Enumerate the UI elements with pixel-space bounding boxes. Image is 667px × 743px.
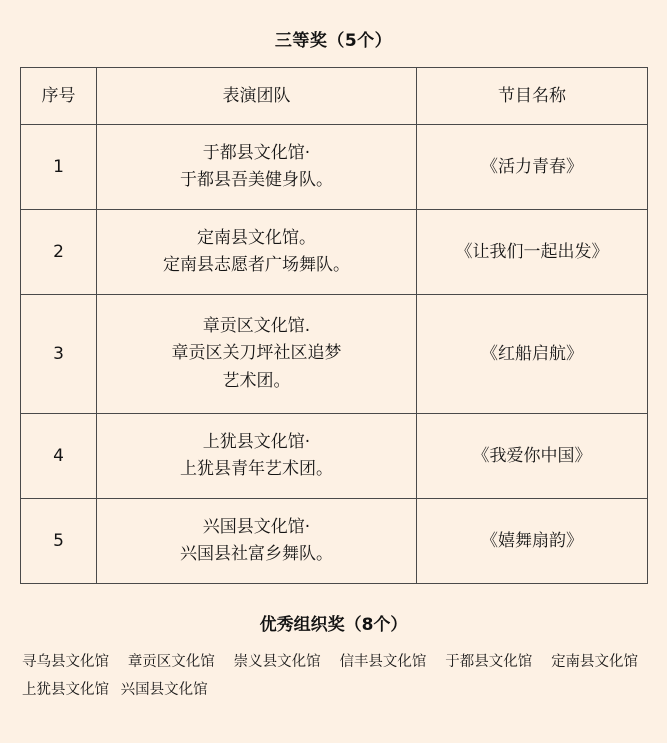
- table-header-row: [21, 68, 648, 125]
- team-line: 艺术团。: [222, 370, 291, 391]
- table-row: [21, 499, 648, 584]
- list-item: 于都县文化馆: [445, 654, 533, 670]
- cell-program: 《我爱你中国》: [417, 414, 648, 499]
- list-item: 兴国县文化馆: [120, 681, 208, 698]
- section-subtitle: 优秀组织奖（8个）: [259, 615, 408, 635]
- team-line: 于都县吾美健身队。: [180, 170, 333, 190]
- cell-team: [97, 210, 417, 295]
- team-line: 上犹县文化馆·: [202, 431, 311, 452]
- list-item: 寻乌县文化馆: [22, 654, 109, 670]
- awards-table: [20, 67, 648, 584]
- team-line: 兴国县文化馆·: [202, 516, 311, 537]
- team-line: 于都县文化馆·: [202, 142, 311, 163]
- table-row: [21, 414, 648, 499]
- team-line: 定南县文化馆。: [197, 227, 316, 248]
- cell-no: 5: [21, 499, 97, 584]
- list-item: 定南县文化馆: [551, 654, 639, 670]
- table-row: [21, 295, 648, 414]
- cell-team: [97, 295, 417, 414]
- team-line: 章贡区文化馆.: [202, 316, 311, 337]
- cell-no: 1: [21, 125, 97, 210]
- table-row: [21, 125, 648, 210]
- column-header-program: 节目名称: [417, 68, 648, 125]
- page-title: 三等奖（5个）: [274, 31, 393, 51]
- cell-team: [97, 499, 417, 584]
- column-header-no: 序号: [21, 68, 97, 125]
- team-line: 兴国县社富乡舞队。: [180, 544, 333, 564]
- cell-team: [97, 414, 417, 499]
- cell-program: 《嬉舞扇韵》: [417, 499, 648, 584]
- cell-no: 2: [21, 210, 97, 295]
- list-item: 信丰县文化馆: [339, 654, 427, 670]
- column-header-team: 表演团队: [97, 68, 417, 125]
- table-row: [21, 210, 648, 295]
- team-line: 章贡区关刀坪社区追梦: [171, 343, 342, 364]
- cell-program: 《让我们一起出发》: [417, 210, 648, 295]
- cell-program: 《活力青春》: [417, 125, 648, 210]
- cell-no: 4: [21, 414, 97, 499]
- team-line: 定南县志愿者广场舞队。: [163, 255, 350, 275]
- list-item: 章贡区文化馆: [127, 654, 215, 670]
- organization-award-list: [20, 649, 647, 704]
- team-line: 上犹县青年艺术团。: [180, 459, 333, 479]
- cell-no: 3: [21, 295, 97, 414]
- cell-program: 《红船启航》: [417, 295, 648, 414]
- list-item: 崇义县文化馆: [233, 654, 321, 670]
- list-item: 上犹县文化馆: [22, 681, 109, 698]
- cell-team: [97, 125, 417, 210]
